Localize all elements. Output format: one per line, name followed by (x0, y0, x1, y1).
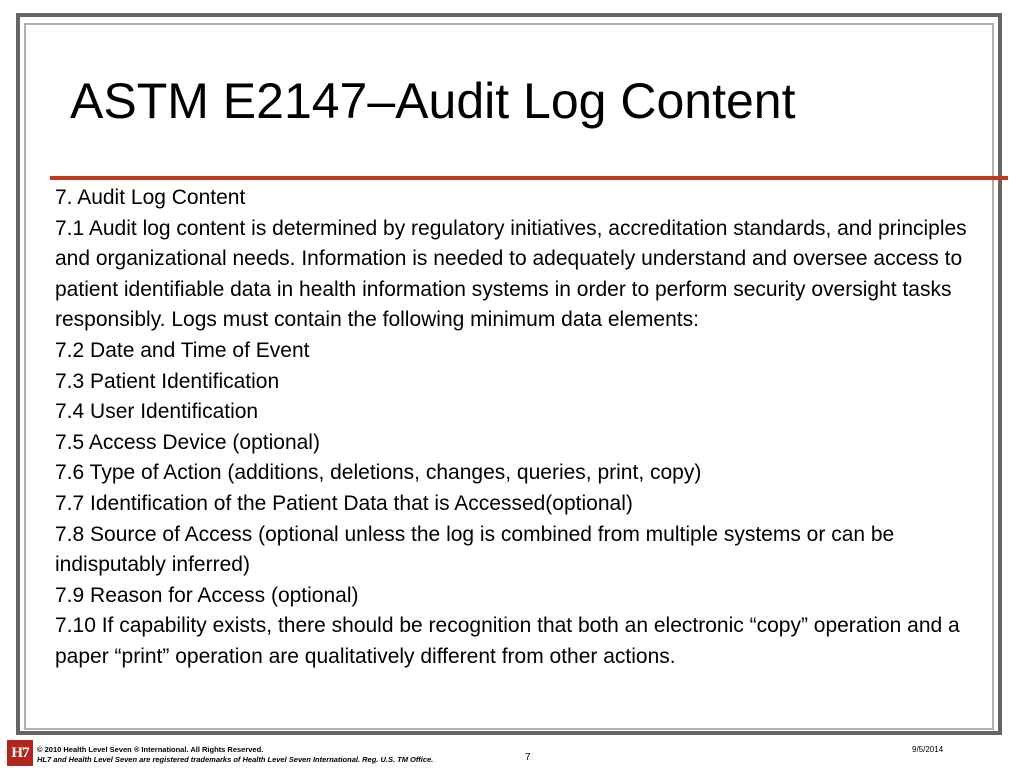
trademark-line: HL7 and Health Level Seven are registered trademarks of Health Level Seven International. Reg. U.S. TM Office. (37, 755, 434, 764)
body-line: 7.8 Source of Access (optional unless the log is combined from multiple systems or can be indisputably inferred) (55, 522, 895, 577)
page-number: 7 (525, 752, 531, 763)
body-line: 7.5 Access Device (optional) (55, 430, 320, 454)
title-underline (50, 176, 1008, 180)
body-line: 7.10 If capability exists, there should be recognition that both an electronic “copy” operation and a paper “print” operation are qualitatively different from other actions. (55, 614, 960, 668)
hl7-logo: H7 (7, 740, 33, 766)
copyright-line: © 2010 Health Level Seven ® International. All Rights Reserved. (37, 745, 264, 754)
body-line: 7.7 Identification of the Patient Data that is Accessed(optional) (55, 491, 633, 515)
slide-title: ASTM E2147–Audit Log Content (70, 73, 796, 129)
body-line: 7.2 Date and Time of Event (55, 338, 310, 362)
body-line: 7. Audit Log Content (55, 186, 246, 209)
body-line: 7.4 User Identification (55, 400, 259, 424)
body-line: 7.9 Reason for Access (optional) (55, 583, 359, 607)
body-line: 7.3 Patient Identification (55, 369, 280, 393)
body-line: 7.6 Type of Action (additions, deletions, changes, queries, print, copy) (55, 461, 702, 485)
footer-copyright (37, 745, 433, 765)
footer-date: 9/5/2014 (912, 745, 944, 754)
body-line: 7.1 Audit log content is determined by regulatory initiatives, accreditation standards, and principles and organizational needs. Information is needed to adequately understand and oversee access to patient identifiable data in health information systems in order to perform security oversight tasks responsibly. Logs must contain the following minimum data elements: (55, 216, 967, 332)
slide-body (55, 183, 975, 673)
